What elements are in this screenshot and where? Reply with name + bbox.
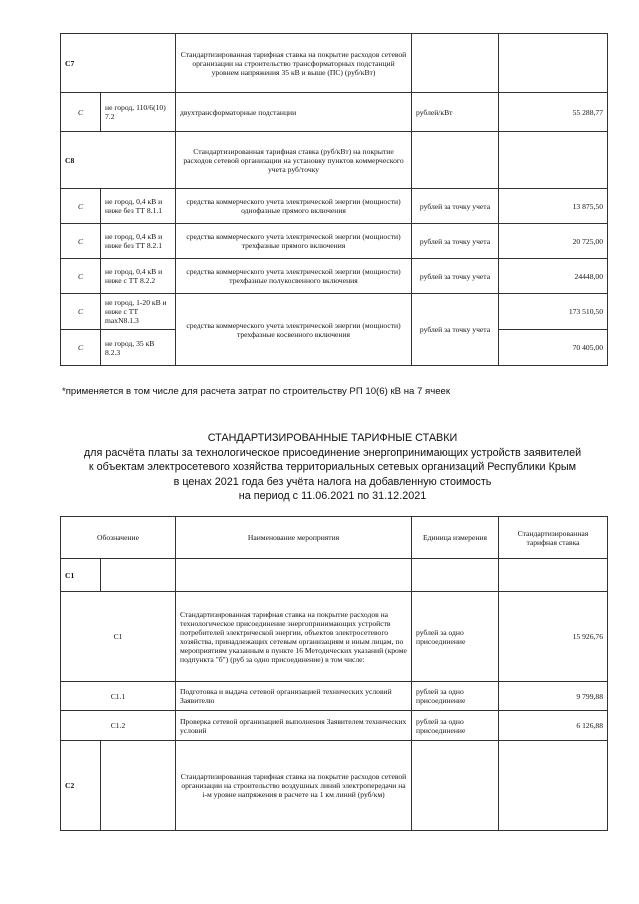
table-row	[61, 741, 608, 831]
header-name: Наименование мероприятия	[176, 517, 412, 559]
row-name: Стандартизированная тарифная ставка на покрытие расходов сетевой организации на строительство воздушных линий электропередачи на i-м уровне напряжения в расчете на 1 км линий (руб/км)	[176, 741, 412, 831]
table-row	[61, 711, 608, 741]
row-description: Стандартизированная тарифная ставка (руб/кВт) на покрытие расходов сетевой организации на установку пунктов коммерческого учета руб/точку	[176, 132, 412, 189]
row-condition: не город, 1-20 кВ и ниже с ТТ maxN8.1.3	[101, 294, 176, 330]
header-code: Обозначение	[61, 517, 176, 559]
row-unit: рублей за точку учета	[412, 294, 499, 366]
table-row	[61, 132, 608, 189]
row-code: С1	[61, 592, 176, 682]
row-value: 55 288,77	[499, 93, 608, 132]
footnote: *применяется в том числе для расчета затрат по строительству РП 10(6) кВ на 7 ячеек	[62, 386, 451, 397]
row-description: двухтрансформаторные подстанции	[176, 93, 412, 132]
row-code: С8	[61, 132, 176, 189]
row-name: Подготовка и выдача сетевой организацией технических условий Заявителю	[176, 682, 412, 711]
c-letter-icon: C	[61, 330, 101, 366]
row-unit: рублей за точку учета	[412, 224, 499, 259]
table-row	[61, 259, 608, 294]
row-value: 173 510,50	[499, 294, 608, 330]
heading-line: в ценах 2021 года без учёта налога на добавленную стоимость	[173, 475, 492, 488]
table-row	[61, 559, 608, 592]
row-code: С2	[61, 741, 101, 831]
row-value: 15 926,76	[499, 592, 608, 682]
row-description: средства коммерческого учета электрической энергии (мощности) однофазные прямого включения	[176, 189, 412, 224]
row-unit: рублей за точку учета	[412, 189, 499, 224]
table-row	[61, 93, 608, 132]
row-description: Стандартизированная тарифная ставка на покрытие расходов сетевой организации на строительство трансформаторных подстанций уровнем напряжения 35 кВ и выше (ПС) (руб/кВт)	[176, 34, 412, 93]
heading-title: СТАНДАРТИЗИРОВАННЫЕ ТАРИФНЫЕ СТАВКИ	[207, 432, 458, 444]
row-condition: не город, 35 кВ 8.2.3	[101, 330, 176, 366]
row-value: 9 799,88	[499, 682, 608, 711]
header-unit: Единица измерения	[412, 517, 499, 559]
row-name: Стандартизированная тарифная ставка на покрытие расходов на технологическое присоединение энергопринимающих устройств потребителей электрической энергии, объектов электросетевого хозяйства, принадлежащих сетевым организациям и иным лицам, по мероприятиям указанным в пункте 16 Методических указаний (кроме подпункта "б") (руб за одно присоединение) в том числе:	[176, 592, 412, 682]
row-value: 20 725,00	[499, 224, 608, 259]
table-row	[61, 682, 608, 711]
row-description: средства коммерческого учета электрической энергии (мощности) трехфазные прямого включения	[176, 224, 412, 259]
header-rate: Стандартизированная тарифная ставка	[499, 517, 608, 559]
c-letter-icon: C	[61, 294, 101, 330]
table-row	[61, 294, 608, 330]
table-header-row	[61, 517, 608, 559]
c-letter-icon: C	[61, 259, 101, 294]
c-letter-icon: C	[61, 224, 101, 259]
row-unit: рублей за одно присоединение	[412, 711, 499, 741]
row-value: 70 405,00	[499, 330, 608, 366]
row-description: средства коммерческого учета электрической энергии (мощности) трехфазные полукосвенного включения	[176, 259, 412, 294]
row-condition: не город, 110/6(10) 7.2	[101, 93, 176, 132]
row-condition: не город, 0,4 кВ и ниже без ТТ 8.2.1	[101, 224, 176, 259]
row-code: С1.2	[61, 711, 176, 741]
row-unit: рублей за одно присоединение	[412, 682, 499, 711]
heading-period: на период с 11.06.2021 по 31.12.2021	[238, 490, 427, 502]
table-row	[61, 189, 608, 224]
c-letter-icon: C	[61, 189, 101, 224]
table-row	[61, 34, 608, 93]
row-code: С1	[61, 559, 101, 592]
row-description: средства коммерческого учета электрической энергии (мощности) трехфазные косвенного включения	[176, 294, 412, 366]
table-row	[61, 592, 608, 682]
heading-line: для расчёта платы за технологическое присоединение энергопринимающих устройств заявителей	[83, 446, 582, 459]
row-value: 13 875,50	[499, 189, 608, 224]
row-code: С1.1	[61, 682, 176, 711]
row-name: Проверка сетевой организацией выполнения Заявителем технических условий	[176, 711, 412, 741]
c-letter-icon: C	[61, 93, 101, 132]
row-code: С7	[61, 34, 176, 93]
tariff-table-part2	[60, 516, 608, 831]
section-heading	[40, 431, 625, 504]
row-value: 24448,00	[499, 259, 608, 294]
tariff-table-part1	[60, 33, 608, 366]
row-condition: не город, 0,4 кВ и ниже без ТТ 8.1.1	[101, 189, 176, 224]
table-row	[61, 224, 608, 259]
row-unit: рублей за одно присоединение	[412, 592, 499, 682]
row-unit: рублей за точку учета	[412, 259, 499, 294]
row-value: 6 126,88	[499, 711, 608, 741]
row-unit: рублей/кВт	[412, 93, 499, 132]
row-condition: не город, 0,4 кВ и ниже с ТТ 8.2.2	[101, 259, 176, 294]
heading-line: к объектам электросетевого хозяйства территориальных сетевых организаций Республики Крым	[88, 461, 577, 473]
